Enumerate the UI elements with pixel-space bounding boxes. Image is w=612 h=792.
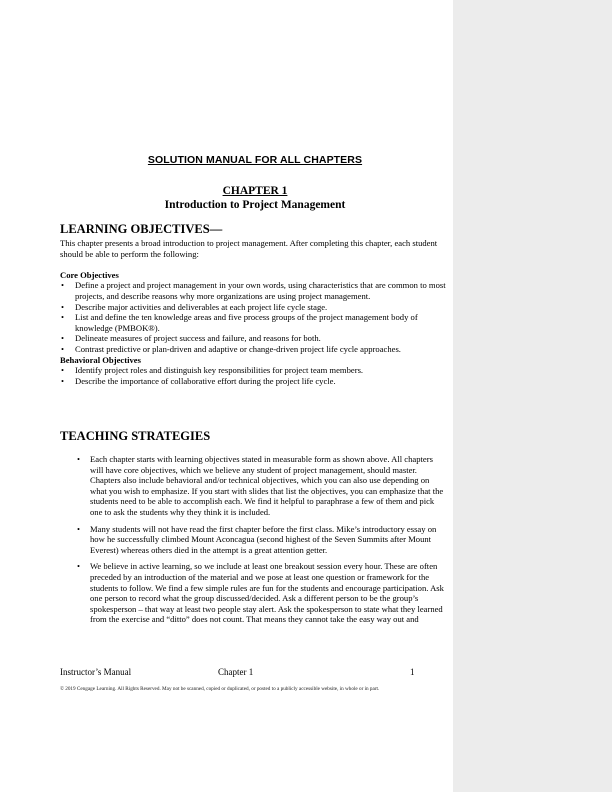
core-objectives-list <box>60 280 448 354</box>
list-item: • Delineate measures of project success and failure, and reasons for both. <box>60 333 448 344</box>
footer-chapter-label: Chapter 1 <box>218 667 254 677</box>
chapter-header <box>60 184 450 212</box>
learning-objectives-body <box>60 238 448 386</box>
footer-manual-label: Instructor’s Manual <box>60 667 132 677</box>
list-item: • Identify project roles and distinguish key responsibilities for project team members. <box>60 365 448 376</box>
list-item: • Describe the importance of collaborative effort during the project life cycle. <box>60 376 448 387</box>
behavioral-objectives-heading: Behavioral Objectives <box>60 354 141 365</box>
teaching-strategies-body <box>76 454 448 631</box>
teaching-strategies-heading: TEACHING STRATEGIES <box>60 429 211 443</box>
behavioral-objectives-list <box>60 365 448 386</box>
teaching-strategies-list <box>76 454 448 625</box>
list-item: • We believe in active learning, so we include at least one breakout session every hour. These are often preceded by an introduction of the material and we pose at least one question or framework for the students to follow. We find a few simple rules are fun for the students and encourage participation. Ask one person to record what the group discussed/decided. Ask a different person to be the group’s spokesperson – that way at least two people stay alert. Ask the spokesperson to state what they learned from the exercise and “ditto” does not count. That means they cannot take the easy way out and <box>76 561 448 625</box>
core-objectives-heading: Core Objectives <box>60 269 119 280</box>
list-item: • Each chapter starts with learning objectives stated in measurable form as shown above. All chapters will have core objectives, which we believe any student of project management, should master. Chapters also include behavioral and/or technical objectives, which you can also use depending on what you wish to emphasize. If you start with slides that list the objectives, you can emphasize that the students need to be able to accomplish each. We find it helpful to paraphrase a few of them and pick one to ask the students why they think it is included. <box>76 454 448 518</box>
list-item: • Contrast predictive or plan-driven and adaptive or change-driven project life cycle approaches. <box>60 344 448 355</box>
banner-title: SOLUTION MANUAL FOR ALL CHAPTERS <box>147 154 363 166</box>
list-item: • Many students will not have read the first chapter before the first class. Mike’s introductory essay on how he successfully climbed Mount Aconcagua (second highest of the Seven Summits after Mount Everest) whereas others died in the attempt is a great attention getter. <box>76 524 448 556</box>
copyright-notice: © 2019 Cengage Learning. All Rights Reserved. May not be scanned, copied or duplicated, or posted to a publicly accessible website, in whole or in part. <box>60 686 380 692</box>
list-item: • List and define the ten knowledge areas and five process groups of the project management body of knowledge (PMBOK®). <box>60 312 448 333</box>
comment-pane <box>453 0 612 792</box>
footer-page-number: 1 <box>410 667 415 677</box>
chapter-title: Introduction to Project Management <box>164 199 346 211</box>
list-item: • Define a project and project management in your own words, using characteristics that are common to most projects, and describe reasons why more organizations are using project management. <box>60 280 448 301</box>
learning-objectives-heading: LEARNING OBJECTIVES— <box>60 222 223 236</box>
list-item: • Describe major activities and deliverables at each project life cycle stage. <box>60 302 448 313</box>
chapter-number: CHAPTER 1 <box>222 185 288 197</box>
intro-paragraph: This chapter presents a broad introduction to project management. After completing this chapter, each student should be able to perform the following: <box>60 238 438 259</box>
